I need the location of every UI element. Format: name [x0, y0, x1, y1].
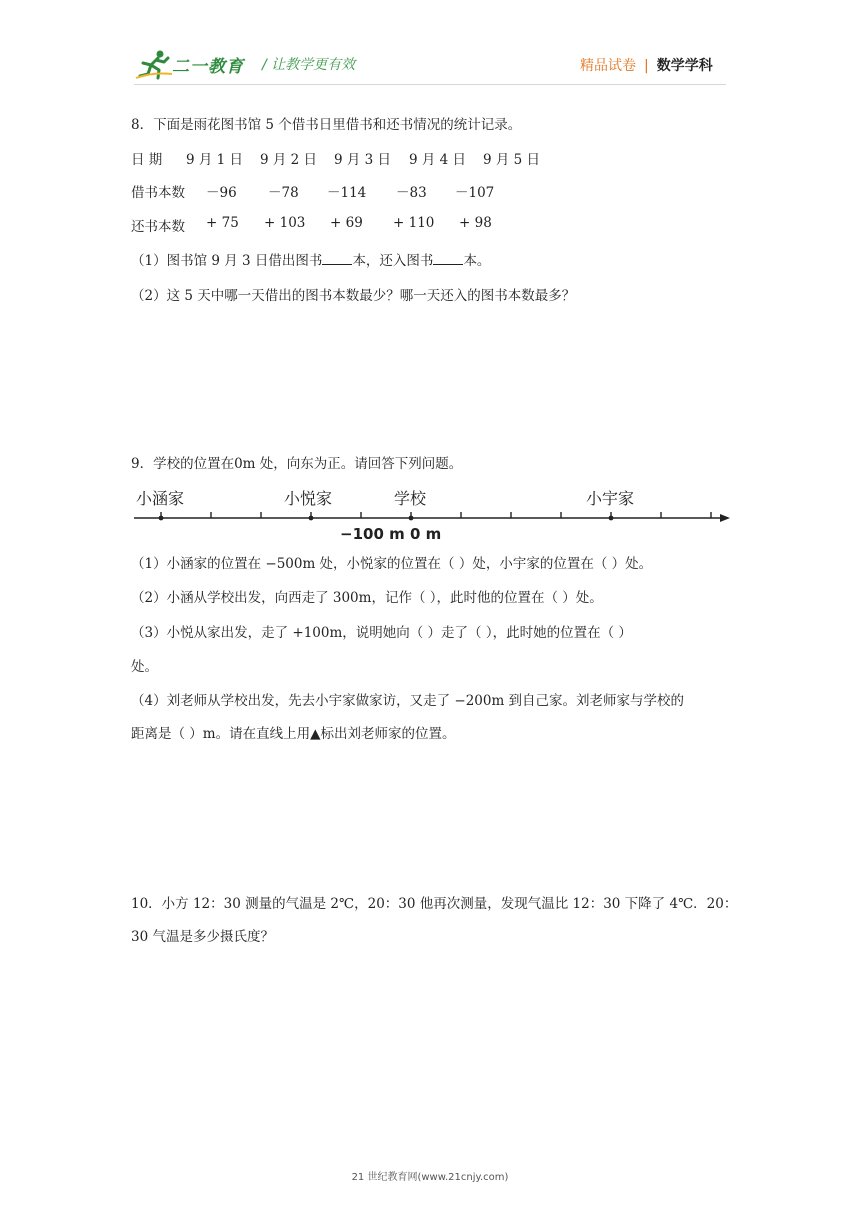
q8-borrow-1: －96 [206, 185, 237, 201]
q8-date-1: 9 月 1 日 [186, 152, 244, 168]
header-tags [580, 55, 713, 75]
q8-borrow-label: 借书本数 [131, 185, 185, 201]
q9-sub3-line1: （3）小悦从家出发，走了 +100m，说明她向（ ）走了（ ），此时她的位置在（ ） [131, 625, 632, 641]
logo-runner-icon [134, 48, 174, 80]
page-footer: 21 世纪教育网(www.21cnjy.com) [351, 1172, 509, 1183]
q8-blank-borrowed[interactable] [322, 252, 352, 265]
q9-sub4-line2: 距离是（ ）m。请在直线上用▲标出刘老师家的位置。 [131, 726, 456, 742]
brand-slogan: / 让教学更有效 [262, 57, 356, 73]
label-xiaoyu-home: 小宇家 [586, 489, 635, 508]
label-school: 学校 [394, 489, 427, 508]
paper-tag: 精品试卷 [580, 58, 636, 74]
label-xiaohan-home: 小涵家 [136, 489, 185, 508]
q8-date-5: 9 月 5 日 [483, 152, 541, 168]
q8-sub1-part-c: 本。 [463, 253, 491, 269]
q8-sub1-part-a: （1）图书馆 9 月 3 日借出图书 [131, 253, 323, 269]
q9-stem: 9．学校的位置在0m 处，向东为正。请回答下列问题。 [131, 456, 463, 472]
q8-sub2: （2）这 5 天中哪一天借出的图书本数最少？哪一天还入的图书本数最多？ [131, 288, 576, 304]
q8-blank-returned[interactable] [433, 252, 463, 265]
q8-borrow-3: －114 [327, 185, 367, 201]
tick-label-text: −100 m 0 m [340, 525, 442, 543]
axis-ticks [161, 512, 711, 518]
q8-borrow-5: －107 [455, 185, 495, 201]
q8-return-1: + 75 [206, 215, 239, 231]
q8-borrow-2: －78 [268, 185, 299, 201]
q8-return-5: + 98 [459, 215, 492, 231]
q8-return-label: 还书本数 [131, 219, 185, 235]
q9-sub4-line1: （4）刘老师从学校出发，先去小宇家做家访，又走了 −200m 到自己家。刘老师家与学校的 [131, 693, 685, 709]
q9-sub2: （2）小涵从学校出发，向西走了 300m，记作（ ），此时他的位置在（ ）处。 [131, 590, 603, 606]
number-line [120, 484, 740, 544]
q8-sub1 [131, 249, 490, 269]
tag-separator: | [644, 58, 649, 74]
q8-date-label: 日 期 [131, 152, 163, 168]
q9-sub1: （1）小涵家的位置在 −500m 处，小悦家的位置在（ ）处，小宇家的位置在（ ）处。 [131, 556, 653, 572]
q8-date-4: 9 月 4 日 [409, 152, 467, 168]
q9-sub3-line2: 处。 [131, 659, 158, 675]
q10-line2: 30 气温是多少摄氏度？ [131, 929, 274, 945]
q8-borrow-4: －83 [396, 185, 427, 201]
subject-tag: 数学学科 [656, 58, 713, 74]
label-xiaoyue-home: 小悦家 [284, 489, 333, 508]
brand-name: 二一教育 [172, 57, 244, 77]
q8-sub1-part-b: 本，还入图书 [352, 253, 434, 269]
axis-arrow-icon [720, 514, 730, 522]
q8-return-4: + 110 [393, 215, 435, 231]
q8-date-2: 9 月 2 日 [260, 152, 318, 168]
q10-line1: 10．小方 12：30 测量的气温是 2℃，20：30 他再次测量，发现气温比 12：30 下降了 4℃．20： [131, 896, 738, 912]
header-divider [134, 84, 726, 85]
q8-return-2: + 103 [264, 215, 306, 231]
q8-date-3: 9 月 3 日 [334, 152, 392, 168]
q8-stem: 8．下面是雨花图书馆 5 个借书日里借书和还书情况的统计记录。 [131, 117, 522, 133]
q8-return-3: + 69 [330, 215, 363, 231]
